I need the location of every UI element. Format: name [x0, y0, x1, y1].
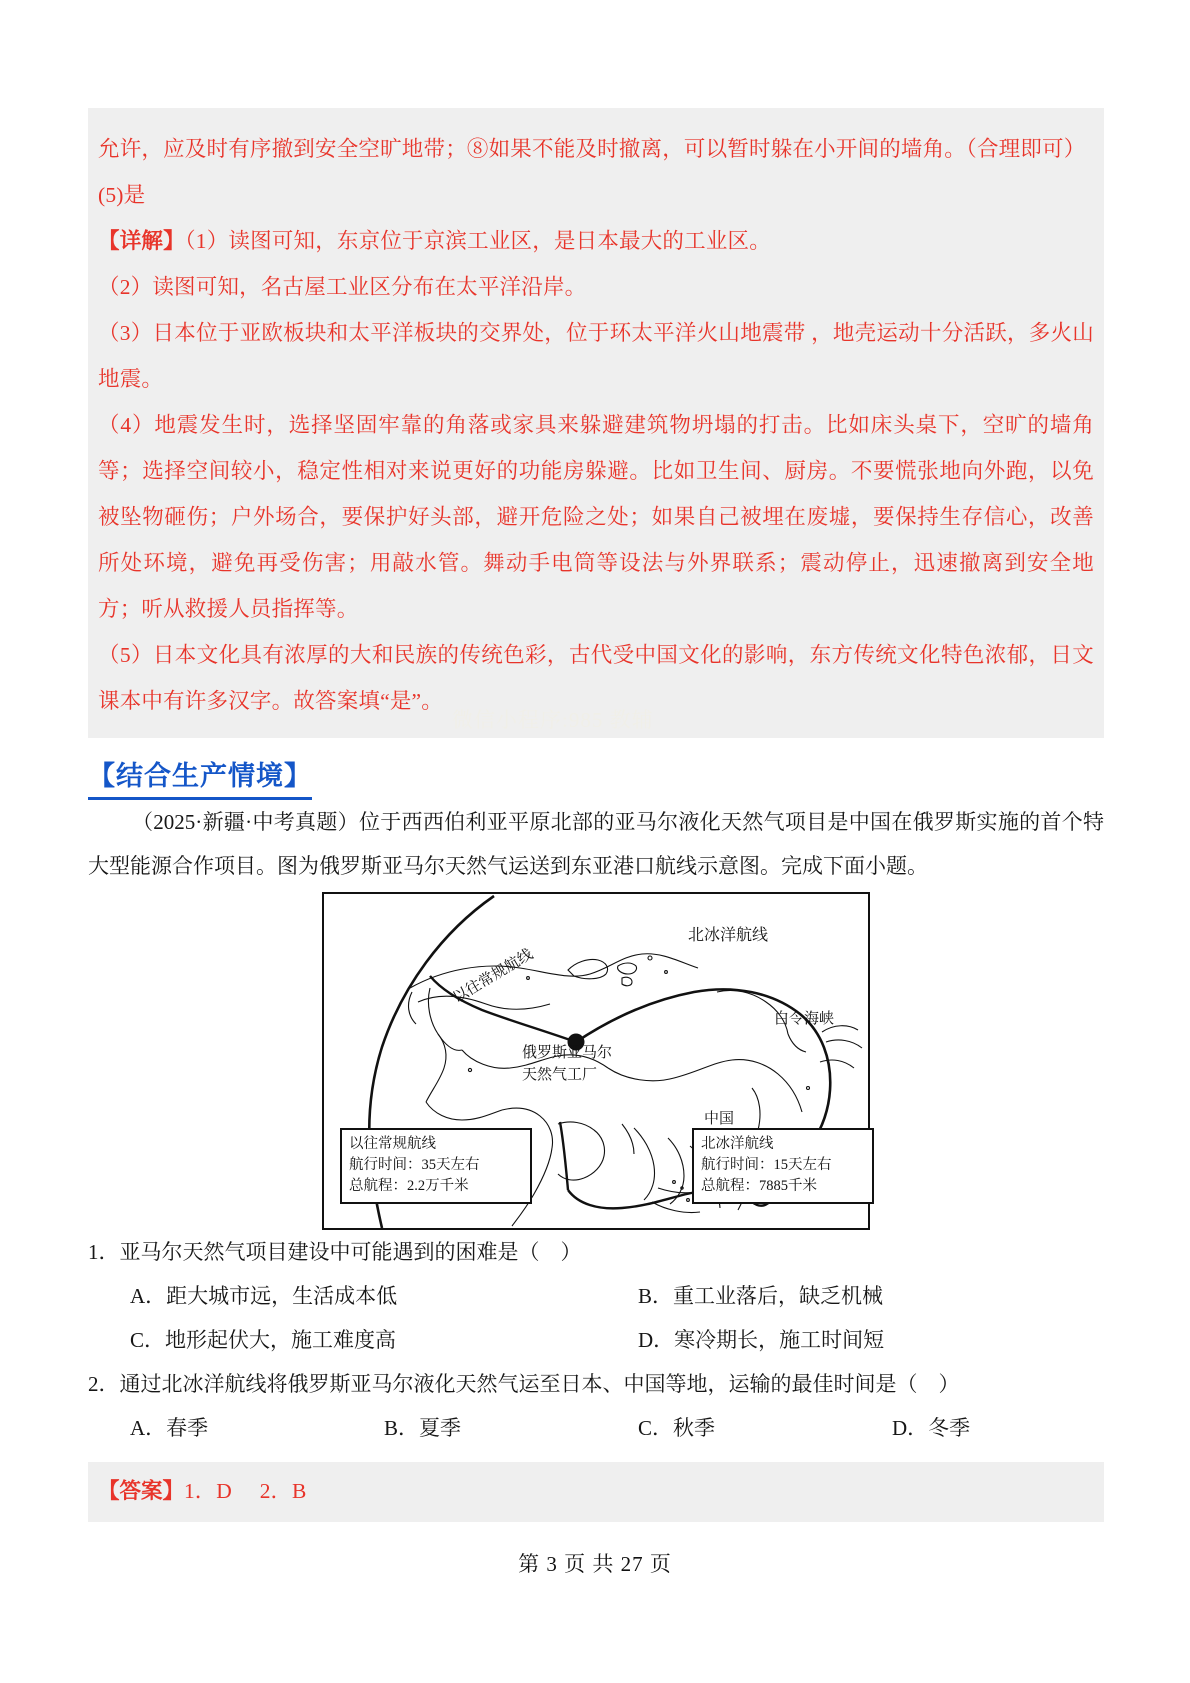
question-stem	[88, 800, 1104, 888]
legend-arctic-distance: 总航程：7885千米	[701, 1178, 817, 1194]
map-label-china: 中国	[704, 1111, 735, 1127]
page-content	[88, 108, 1104, 1522]
detail-paragraph-2: （2）读图可知，名古屋工业区分布在太平洋沿岸。	[98, 275, 587, 299]
answer-strip	[88, 1462, 1104, 1522]
stem-text: 位于西西伯利亚平原北部的亚马尔液化天然气项目是中国在俄罗斯实施的首个特大型能源合作项目。图为俄罗斯亚马尔天然气运送到东亚港口航线示意图。完成下面小题。	[88, 810, 1104, 878]
question-1-option-a[interactable]: A．距大城市远，生活成本低	[130, 1284, 398, 1308]
question-2-number: 2．	[88, 1372, 120, 1396]
map-label-plant-line1: 俄罗斯亚马尔	[522, 1045, 613, 1061]
question-2-option-a[interactable]: A．春季	[130, 1416, 209, 1440]
question-2-option-c[interactable]: C．秋季	[638, 1416, 716, 1440]
answer-label: 【答案】	[98, 1479, 185, 1503]
detail-paragraph-5: （5）日本文化具有浓厚的大和民族的传统色彩，古代受中国文化的影响，东方传统文化特色浓郁，日文课本中有许多汉字。故答案填“是”。	[98, 643, 1094, 713]
section-heading-wrap	[88, 738, 1104, 800]
answer-item-1: 1．D	[184, 1479, 232, 1503]
section-heading: 【结合生产情境】	[88, 756, 312, 800]
map-label-bering-strait: 白令海峡	[774, 1011, 835, 1027]
question-2-option-d[interactable]: D．冬季	[892, 1416, 971, 1440]
watermark-text: 微信小程序:985 教辅	[452, 708, 654, 732]
explanation-block	[88, 108, 1104, 738]
legend-old-time: 航行时间：35天左右	[349, 1157, 480, 1173]
detail-label: 【详解】	[98, 229, 185, 253]
question-1-options-row-1	[88, 1274, 1104, 1318]
detail-paragraph-4: （4）地震发生时，选择坚固牢靠的角落或家具来躲避建筑物坍塌的打击。比如床头桌下，空旷的墙角等；选择空间较小，稳定性相对来说更好的功能房躲避。比如卫生间、厨房。不要慌张地向外跑，以免被坠物砸伤；户外场合，要保护好头部，避开危险之处；如果自己被埋在废墟，要保持生存信心，改善所处环境，避免再受伤害；用敲水管。舞动手电筒等设法与外界联系；震动停止，迅速撤离到安全地方；听从救援人员指挥等。	[98, 413, 1094, 621]
question-1-option-c[interactable]: C．地形起伏大，施工难度高	[130, 1328, 397, 1352]
explanation-text	[98, 126, 1094, 724]
detail-paragraph-3: （3）日本位于亚欧板块和太平洋板块的交界处，位于环太平洋火山地震带 ，地壳运动十分活跃，多火山地震。	[98, 321, 1094, 391]
question-2-body: 通过北冰洋航线将俄罗斯亚马尔液化天然气运至日本、中国等地，运输的最佳时间是（ ）	[119, 1372, 960, 1396]
figure-container	[88, 892, 1104, 1230]
answer-item-2: 2．B	[259, 1479, 307, 1503]
legend-arctic-title: 北冰洋航线	[701, 1136, 774, 1152]
legend-box-arctic-route	[692, 1128, 874, 1204]
question-2-option-b[interactable]: B．夏季	[384, 1416, 462, 1440]
detail-text-1: （1）读图可知，东京位于京滨工业区，是日本最大的工业区。	[184, 229, 771, 253]
question-1-text	[88, 1230, 1104, 1274]
page-footer: 第 3 页 共 27 页	[518, 1552, 672, 1576]
explanation-line-1: 允许，应及时有序撤到安全空旷地带；⑧如果不能及时撤离，可以暂时躲在小开间的墙角。（合理即可）	[98, 137, 1086, 161]
explanation-line-2: (5)是	[98, 183, 146, 207]
legend-box-old-route	[340, 1128, 532, 1204]
legend-arctic-time: 航行时间：15天左右	[701, 1157, 832, 1173]
route-map-figure	[322, 892, 870, 1230]
question-1-options-row-2	[88, 1318, 1104, 1362]
map-label-arctic-route: 北冰洋航线	[688, 927, 769, 944]
question-1-option-b[interactable]: B．重工业落后，缺乏机械	[638, 1284, 884, 1308]
question-1-body: 亚马尔天然气项目建设中可能遇到的困难是（ ）	[119, 1240, 582, 1264]
question-1-option-d[interactable]: D．寒冷期长，施工时间短	[638, 1328, 885, 1352]
stem-source: （2025·新疆·中考真题）	[132, 810, 359, 834]
question-2-options-row	[88, 1406, 1104, 1450]
map-label-plant-line2: 天然气工厂	[522, 1067, 598, 1083]
detail-paragraph-1	[98, 218, 1094, 264]
question-1-number: 1．	[88, 1240, 120, 1264]
map-label-old-route: 以往常规航线	[450, 946, 536, 1007]
legend-old-title: 以往常规航线	[349, 1136, 436, 1152]
question-2-text	[88, 1362, 1104, 1406]
legend-old-distance: 总航程：2.2万千米	[349, 1178, 469, 1194]
